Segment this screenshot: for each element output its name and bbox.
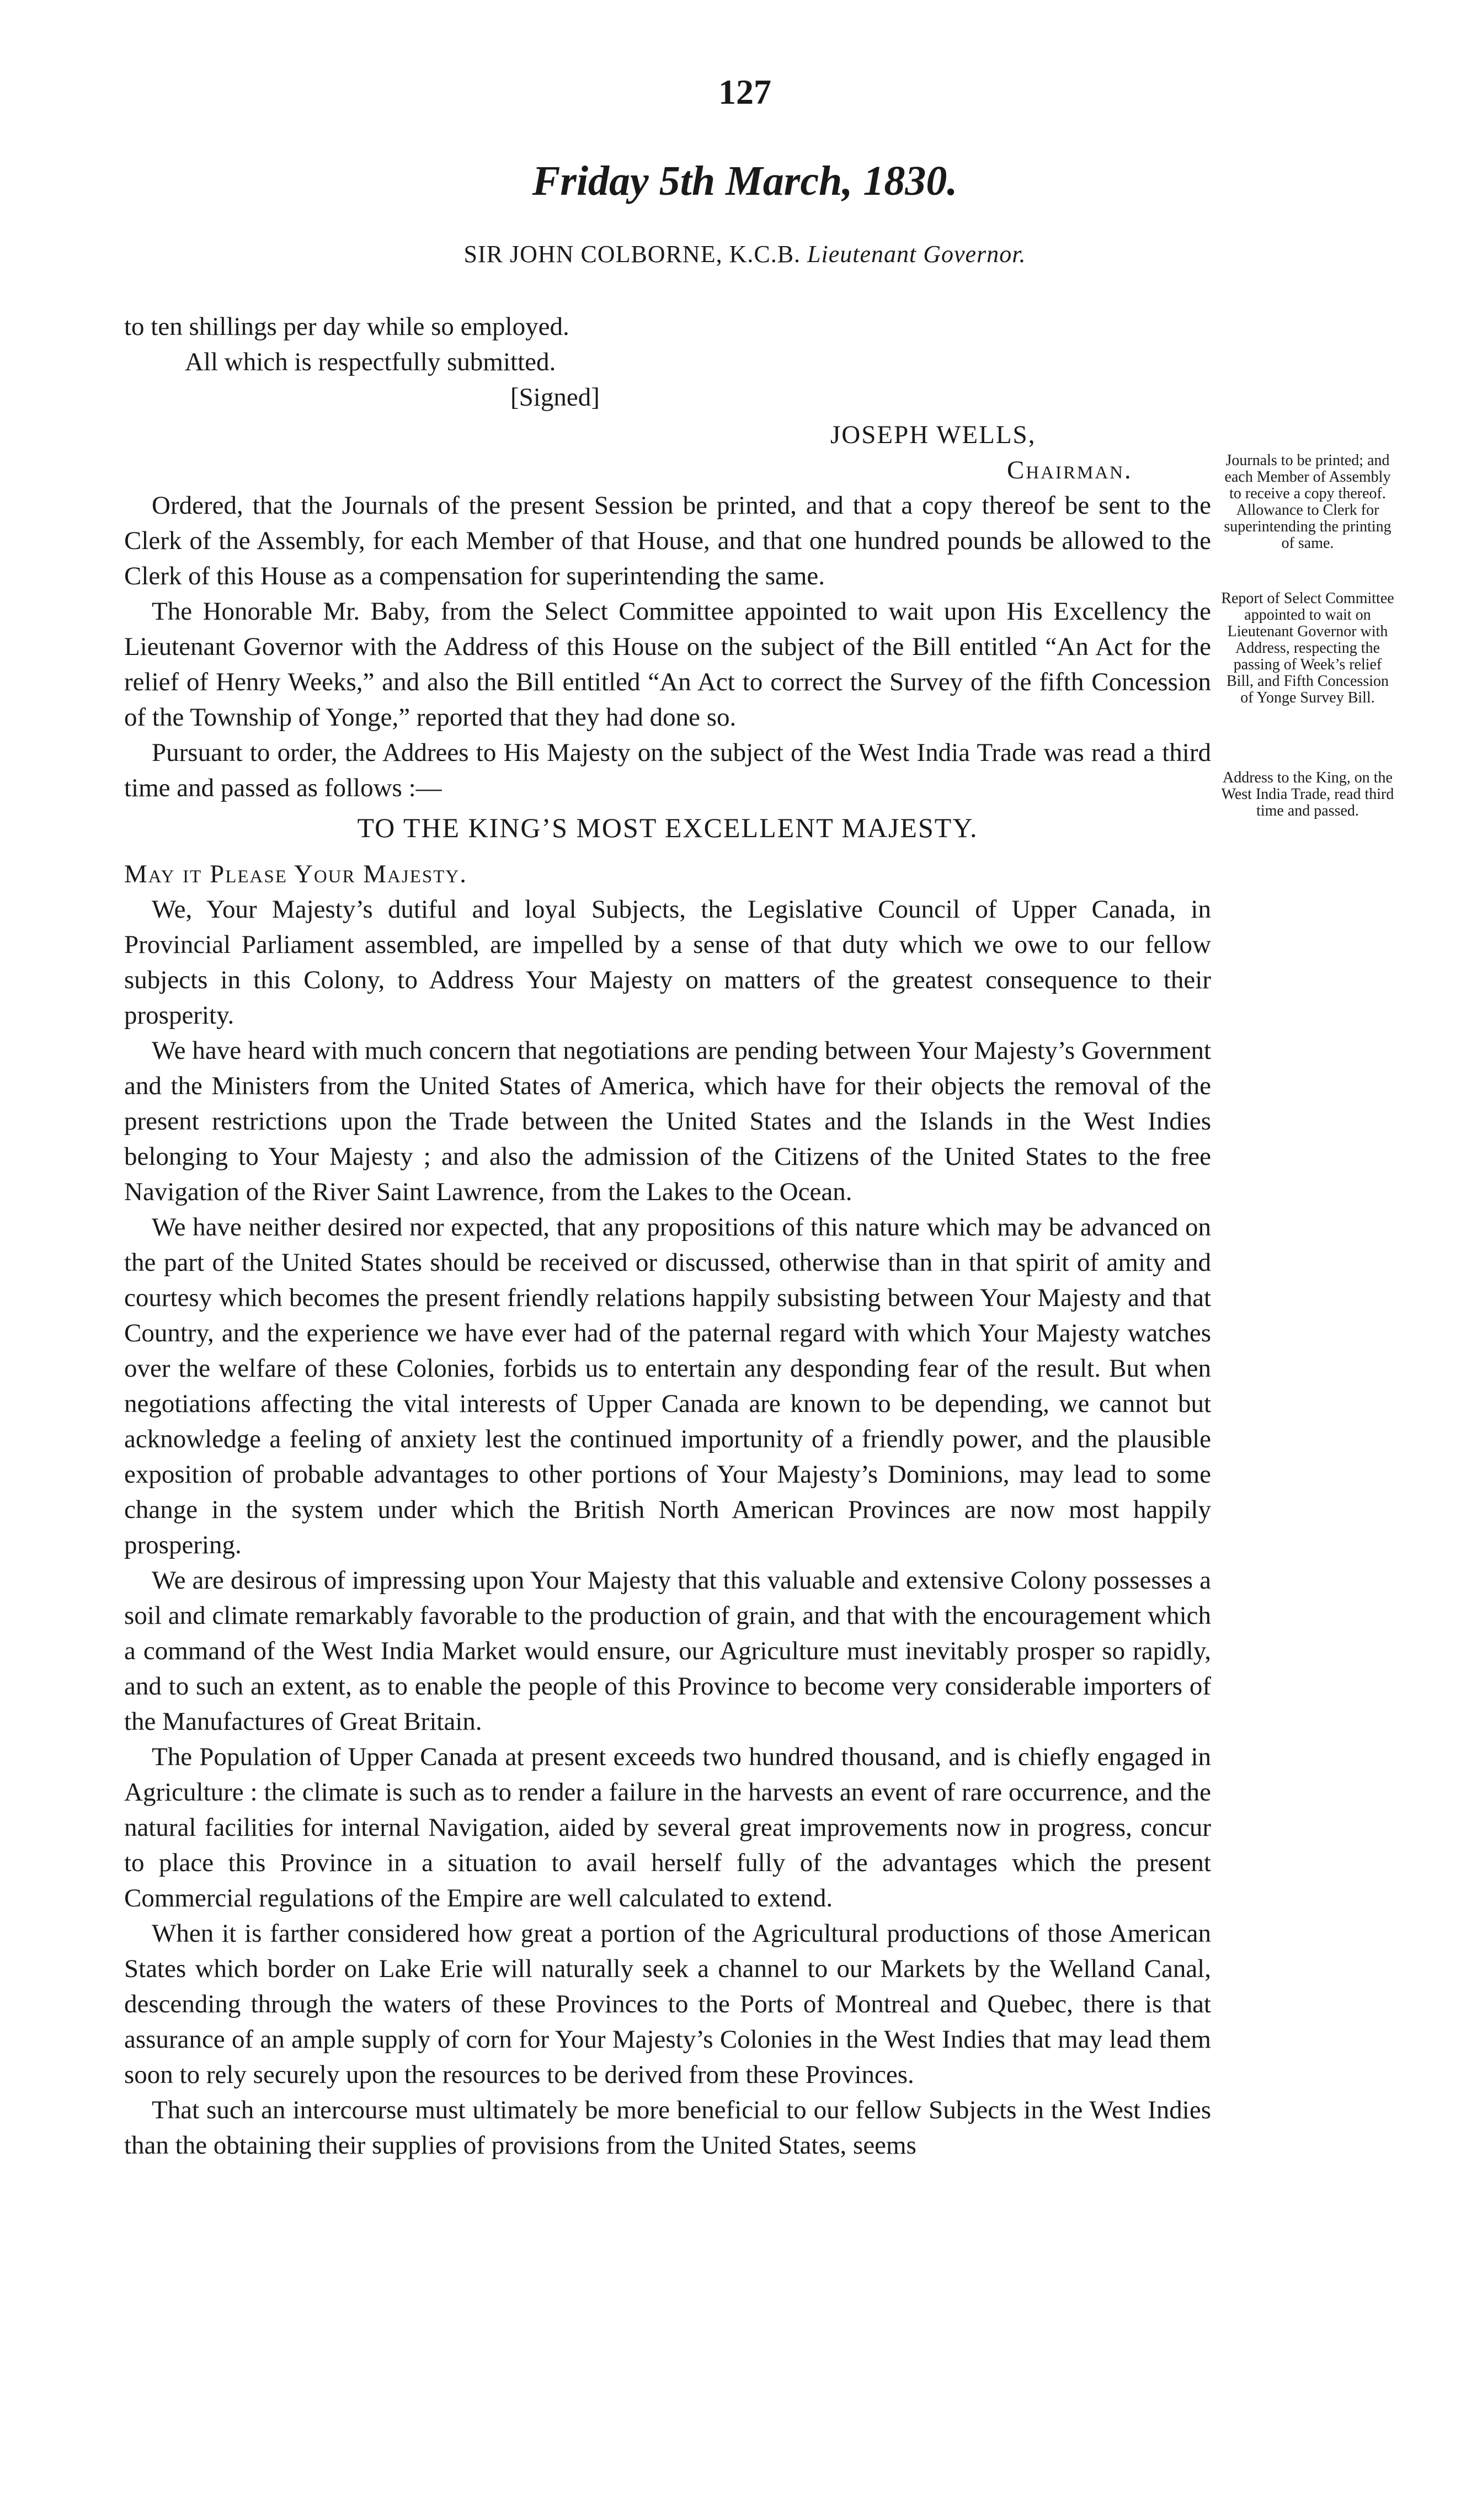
governor-name: SIR JOHN COLBORNE, K.C.B. bbox=[463, 241, 801, 268]
intro-line-2: All which is respectfully submitted. bbox=[185, 348, 556, 376]
address-paragraph: That such an intercourse must ultimately be more beneficial to our fellow Subjects in the West Indies than the obtaining their supplies of provisions from the United States, seems bbox=[124, 2096, 1211, 2160]
margin-note-address-to-king: Address to the King, on the West India Trade, read third time and passed. bbox=[1221, 769, 1394, 819]
signed-mark: [Signed] bbox=[510, 383, 600, 412]
paragraph-baby-report: The Honorable Mr. Baby, from the Select Committee appointed to wait upon His Excellency the Lieutenant Governor with the Address of this House on the subject of the Bill entitled “An Act for the relief of Henry Weeks,” and also the Bill entitled “An Act to correct the Survey of the fifth Concession of the Township of Yonge,” reported that they had done so. bbox=[124, 597, 1211, 732]
body-text bbox=[124, 309, 1211, 2163]
salutation: May it Please Your Majesty. bbox=[124, 860, 467, 888]
address-heading: TO THE KING’S MOST EXCELLENT MAJESTY. bbox=[357, 812, 978, 843]
paragraph-pursuant: Pursuant to order, the Addrees to His Majesty on the subject of the West India Trade was read a third time and passed as follows :— bbox=[124, 738, 1211, 802]
intro-line-1: to ten shillings per day while so employed. bbox=[124, 312, 569, 341]
paragraph-ordered: Ordered, that the Journals of the present Session be printed, and that a copy thereof be sent to the Clerk of the Assembly, for each Member of that House, and that one hundred pounds be allowed to the Clerk of this House as a compensation for superintending the same. bbox=[124, 491, 1211, 590]
margin-note-select-committee: Report of Select Committee appointed to wait on Lieutenant Governor with Address, respecting the passing of Week’s relief Bill, and Fifth Concession of Yonge Survey Bill. bbox=[1221, 590, 1394, 706]
page-number: 127 bbox=[718, 72, 771, 111]
signatory-title: Chairman. bbox=[1007, 456, 1133, 484]
address-paragraph: We are desirous of impressing upon Your Majesty that this valuable and extensive Colony possesses a soil and climate remarkably favorable to the production of grain, and that with the encouragement which a command of the West India Market would ensure, our Agriculture must inevitably prosper so rapidly, and to such an extent, as to enable the people of this Province to become very considerable importers of the Manufactures of Great Britain. bbox=[124, 1566, 1211, 1736]
address-paragraph: We, Your Majesty’s dutiful and loyal Subjects, the Legislative Council of Upper Canada, in Provincial Parliament assembled, are impelled by a sense of that duty which we owe to our fellow subjects in this Colony, to Address Your Majesty on matters of the greatest consequence to their prosperity. bbox=[124, 895, 1211, 1030]
margin-note-journals: Journals to be printed; and each Member of Assembly to receive a copy thereof. Allowance to Clerk for superintending the printing of same. bbox=[1224, 452, 1391, 552]
governor-line bbox=[331, 240, 1159, 268]
address-paragraph: We have heard with much concern that negotiations are pending between Your Majesty’s Government and the Ministers from the United States of America, which have for their objects the removal of the present restrictions upon the Trade between the United States and the Islands in the West Indies belonging to Your Majesty ; and also the admission of the Citizens of the United States to the free Navigation of the River Saint Lawrence, from the Lakes to the Ocean. bbox=[124, 1036, 1211, 1206]
address-paragraph: The Population of Upper Canada at present exceeds two hundred thousand, and is chiefly engaged in Agriculture : the climate is such as to render a failure in the harvests an event of rare occurrence, and the natural facilities for internal Navigation, aided by several great improvements now in progress, concur to place this Province in a situation to avail herself fully of the advantages which the present Commercial regulations of the Empire are well calculated to extend. bbox=[124, 1743, 1211, 1912]
date-heading: Friday 5th March, 1830. bbox=[532, 158, 958, 204]
governor-title: Lieutenant Governor. bbox=[807, 241, 1026, 268]
address-paragraph: When it is farther considered how great a portion of the Agricultural productions of those American States which border on Lake Erie will naturally seek a channel to our Markets by the Welland Canal, descending through the waters of these Provinces to the Ports of Montreal and Quebec, there is that assurance of an ample supply of corn for Your Majesty’s Colonies in the West Indies that may lead them soon to rely securely upon the resources to be derived from these Provinces. bbox=[124, 1919, 1211, 2089]
address-paragraph: We have neither desired nor expected, that any propositions of this nature which may be advanced on the part of the United States should be received or discussed, otherwise than in that spirit of amity and courtesy which becomes the present friendly relations happily subsisting between Your Majesty and that Country, and the experience we have ever had of the paternal regard with which Your Majesty watches over the welfare of these Colonies, forbids us to entertain any desponding fear of the result. But when negotiations affecting the vital interests of Upper Canada are known to be depending, we cannot but acknowledge a feeling of anxiety lest the continued importunity of a friendly power, and the plausible exposition of probable advantages to other portions of Your Majesty’s Dominions, may lead to some change in the system under which the British North American Provinces are now most happily prospering. bbox=[124, 1213, 1211, 1559]
signatory-name: JOSEPH WELLS, bbox=[830, 420, 1036, 449]
